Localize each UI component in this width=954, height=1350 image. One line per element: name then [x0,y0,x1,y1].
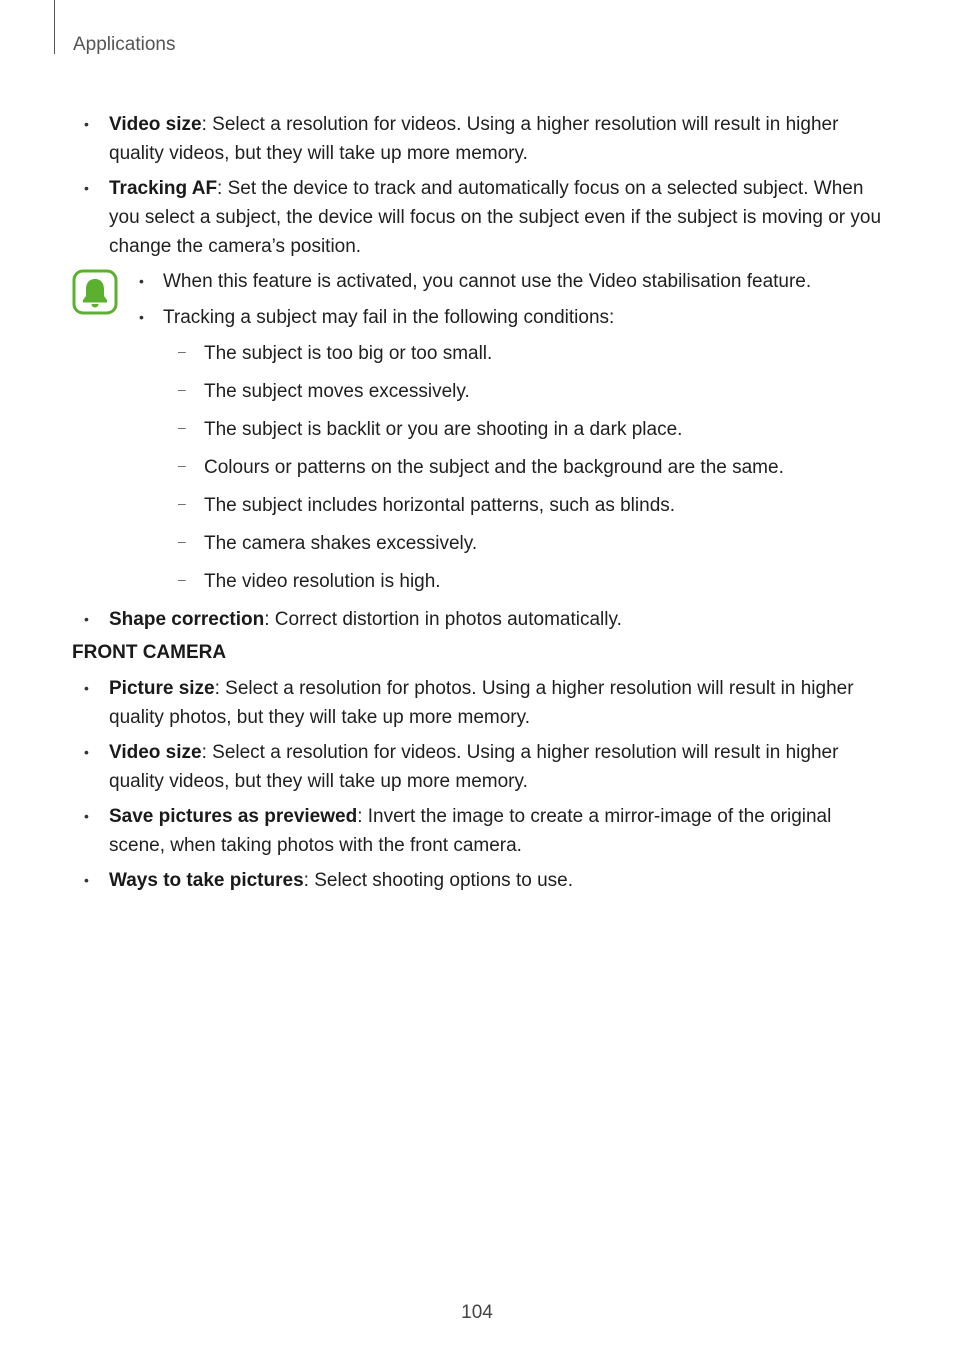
note-text: When this feature is activated, you cannot use the Video stabilisation feature. [163,271,812,292]
page-number: 104 [461,1302,493,1323]
bullet: • [84,872,89,888]
list-item-video-size [72,110,882,168]
item-term: Save pictures as previewed [109,806,358,827]
bullet: • [84,116,89,132]
item-term: Video size [109,114,202,135]
dash: – [178,495,186,511]
dash: – [178,533,186,549]
dash: – [178,381,186,397]
list-item-picture-size [72,674,882,732]
condition-item [163,377,882,406]
item-text: : Select shooting options to use. [303,870,573,891]
note-text: Tracking a subject may fail in the following conditions: [163,307,615,328]
bullet: • [84,680,89,696]
note-bullet [139,303,882,332]
bell-icon [72,269,118,315]
item-term: Ways to take pictures [109,870,304,891]
list-item-save-pictures [72,802,882,860]
bullet: • [84,744,89,760]
front-camera-heading: FRONT CAMERA [72,642,227,663]
dash: – [178,571,186,587]
item-text: : Select a resolution for videos. Using a higher resolution will result in higher quality videos, but they will take up more memory. [109,114,839,164]
item-text: : Select a resolution for photos. Using a higher resolution will result in higher quality photos, but they will take up more memory. [109,678,854,728]
condition-text: The subject includes horizontal patterns, such as blinds. [204,495,676,516]
bullet: • [139,273,144,289]
condition-text: The video resolution is high. [204,571,441,592]
section-title: Applications [73,34,176,55]
condition-item [163,415,882,444]
bullet: • [84,611,89,627]
condition-item [163,491,882,520]
dash: – [178,343,186,359]
item-text: : Set the device to track and automatically focus on a selected subject. When you select a subject, the device will focus on the subject even if the subject is moving or you change the camera’s position. [109,178,882,257]
bullet: • [84,180,89,196]
page-content [72,110,882,901]
condition-item [163,339,882,368]
condition-text: Colours or patterns on the subject and the background are the same. [204,457,784,478]
item-term: Tracking AF [109,178,218,199]
item-term: Shape correction [109,609,265,630]
note-bullet [139,267,882,296]
item-term: Picture size [109,678,215,699]
item-term: Video size [109,742,202,763]
header-rule [54,0,55,54]
condition-text: The subject moves excessively. [204,381,470,402]
item-text: : Invert the image to create a mirror-image of the original scene, when taking photos with the front camera. [109,806,832,856]
item-text: : Select a resolution for videos. Using a higher resolution will result in higher quality videos, but they will take up more memory. [109,742,839,792]
condition-text: The subject is too big or too small. [204,343,493,364]
bullet: • [84,808,89,824]
list-item-shape-correction [72,605,882,634]
list-item-video-size [72,738,882,796]
condition-item [163,529,882,558]
dash: – [178,457,186,473]
list-item-tracking-af [72,174,882,261]
condition-text: The camera shakes excessively. [204,533,478,554]
condition-text: The subject is backlit or you are shooting in a dark place. [204,419,683,440]
list-item-ways-to-take [72,866,882,895]
note-box [72,267,882,596]
condition-item [163,567,882,596]
dash: – [178,419,186,435]
item-text: : Correct distortion in photos automatically. [264,609,622,630]
bullet: • [139,309,144,325]
condition-item [163,453,882,482]
